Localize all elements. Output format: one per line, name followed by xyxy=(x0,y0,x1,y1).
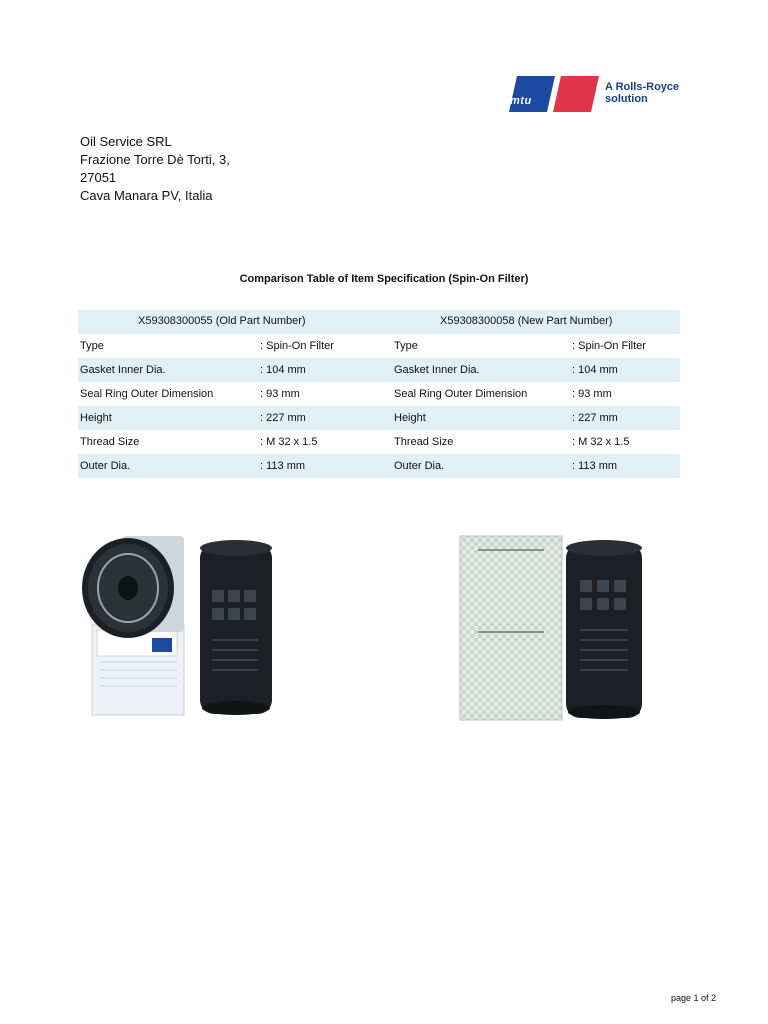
spec-label: Thread Size xyxy=(394,436,454,448)
new-value: : 93 mm xyxy=(572,388,612,400)
table-row xyxy=(78,406,680,430)
spec-label: Type xyxy=(394,340,418,352)
spec-label: Height xyxy=(80,412,112,424)
spec-label: Thread Size xyxy=(80,436,140,448)
new-value: : M 32 x 1.5 xyxy=(572,436,630,448)
spec-label: Height xyxy=(394,412,426,424)
table-row xyxy=(78,382,680,406)
new-part-header: X59308300058 (New Part Number) xyxy=(440,315,613,327)
logo-tagline xyxy=(605,81,695,105)
address-line: Oil Service SRL xyxy=(80,134,172,149)
old-value: : Spin-On Filter xyxy=(260,340,334,352)
mtu-logo-mark xyxy=(505,74,601,114)
spec-label: Outer Dia. xyxy=(394,460,445,472)
address-line: Frazione Torre Dè Torti, 3, xyxy=(80,152,230,167)
table-header-row xyxy=(78,310,680,334)
logo-tagline-line1: A Rolls-Royce xyxy=(605,81,680,93)
old-value: : 227 mm xyxy=(260,412,306,424)
old-filter-photo xyxy=(82,530,282,720)
mtu-logo xyxy=(505,74,695,114)
old-value: : M 32 x 1.5 xyxy=(260,436,318,448)
logo-tagline-line2: solution xyxy=(605,93,648,105)
spec-comparison-table xyxy=(78,310,680,478)
spec-label: Seal Ring Outer Dimension xyxy=(394,388,528,400)
spec-label: Type xyxy=(80,340,104,352)
address-line: Cava Manara PV, Italia xyxy=(80,188,213,203)
new-value: : 113 mm xyxy=(572,460,618,472)
document-title: Comparison Table of Item Specification (Spin-On Filter) xyxy=(239,273,529,285)
address-line: 27051 xyxy=(80,170,117,185)
table-row xyxy=(78,430,680,454)
old-value: : 113 mm xyxy=(260,460,306,472)
spec-label: Gasket Inner Dia. xyxy=(80,364,166,376)
old-value: : 104 mm xyxy=(260,364,306,376)
table-row xyxy=(78,454,680,478)
spec-label: Seal Ring Outer Dimension xyxy=(80,388,214,400)
old-value: : 93 mm xyxy=(260,388,300,400)
recipient-address xyxy=(80,133,230,205)
spec-label: Outer Dia. xyxy=(80,460,131,472)
table-row xyxy=(78,358,680,382)
new-value: : 227 mm xyxy=(572,412,618,424)
new-value: : 104 mm xyxy=(572,364,618,376)
oil-filter-with-packaging-photo xyxy=(458,534,658,724)
old-part-header: X59308300055 (Old Part Number) xyxy=(138,315,306,327)
new-filter-photo xyxy=(458,534,658,724)
spec-label: Gasket Inner Dia. xyxy=(394,364,480,376)
oil-filter-with-box-photo xyxy=(82,530,282,720)
logo-mark-text: mtu xyxy=(510,95,532,107)
page-number: page 1 of 2 xyxy=(670,993,716,1003)
new-value: : Spin-On Filter xyxy=(572,340,646,352)
table-row xyxy=(78,334,680,358)
